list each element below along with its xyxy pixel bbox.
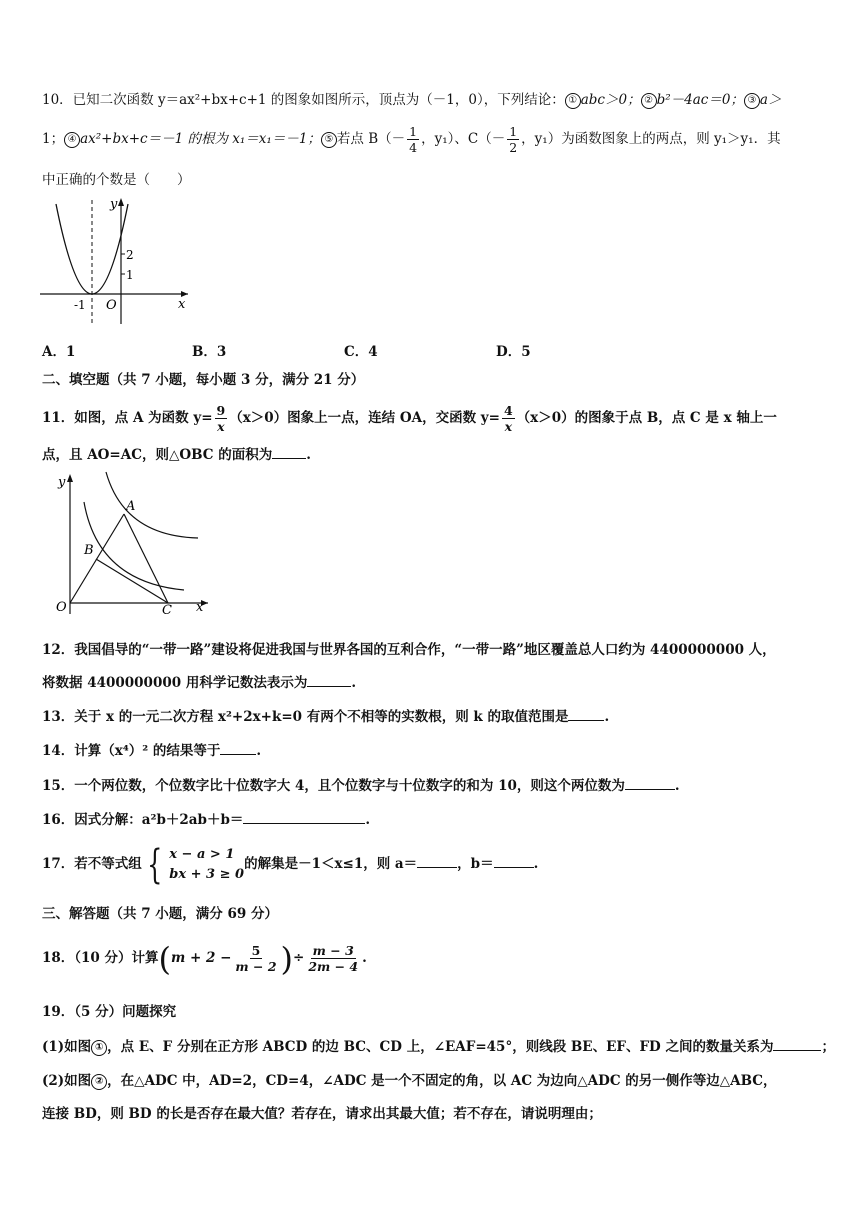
tick-label-1: 1 (126, 268, 134, 282)
answer-blank[interactable] (568, 706, 604, 721)
answer-blank-a[interactable] (417, 853, 457, 868)
q15 (42, 775, 680, 796)
fraction-9-over-x (215, 403, 228, 434)
q14 (42, 740, 261, 761)
fraction-numerator: 1 (509, 124, 518, 139)
origin-label: O (56, 600, 67, 615)
q13-text: . (604, 709, 610, 725)
left-paren: ( (158, 939, 172, 978)
q18-text: . (362, 950, 367, 966)
q17-text: ，b＝ (457, 856, 494, 872)
fraction-denominator: 4 (409, 140, 418, 155)
point-a-label: A (126, 499, 136, 514)
q12-text: . (351, 675, 357, 691)
q10-line3: 中正确的个数是（ ） (42, 172, 191, 188)
q11-text: . (306, 447, 311, 463)
q11-text: （x＞0）的图象于点 B，点 C 是 x 轴上一 (516, 410, 777, 426)
q19-text: (2)如图 (42, 1073, 92, 1089)
q17-text: 17．若不等式组 (42, 856, 142, 872)
q10-text: 10．已知二次函数 y＝ax²+bx+c+1 的图象如图所示，顶点为（－1，0），下列结论： (42, 92, 565, 108)
q10-conclusion-5: 若点 B（－ (336, 131, 406, 147)
fraction-denominator: x (504, 419, 513, 434)
q10-text: 1； (42, 131, 65, 147)
q10-option-c[interactable]: C．4 (344, 344, 378, 360)
curve-4-over-x (84, 502, 184, 590)
vertex-x-label: -1 (74, 298, 86, 312)
fraction-4-over-x (502, 403, 515, 434)
q12-text: 将数据 4400000000 用科学记数法表示为 (42, 675, 308, 691)
q11-line1 (42, 403, 777, 434)
q19-part2-cont: 连接 BD，则 BD 的长是否存在最大值？若存在，请求出其最大值；若不存在，请说明理由； (42, 1106, 602, 1122)
y-arrow (67, 474, 73, 482)
q10-text: ，y₁）、C（－ (421, 131, 506, 147)
answer-blank[interactable] (243, 809, 365, 824)
q13 (42, 706, 609, 727)
y-label: y (58, 475, 66, 490)
q11-text: （x＞0）图象上一点，连结 OA，交函数 y= (229, 410, 500, 426)
fraction-numerator: 4 (503, 403, 513, 418)
q18 (42, 936, 367, 980)
q10-conclusion-2: b²－4ac＝0； (656, 92, 744, 108)
q10-line2 (42, 124, 781, 155)
q11-hyperbola-graph (40, 468, 215, 618)
q10-line1 (42, 90, 781, 110)
curve-9-over-x (106, 472, 198, 538)
fraction-denominator: x (217, 419, 225, 434)
fraction-m-3-over-2m-4 (306, 943, 360, 974)
fraction-numerator: 5 (251, 943, 261, 958)
circle-5: ⑤ (321, 132, 337, 148)
q15-text: 15．一个两位数，个位数字比十位数字大 4，且个位数字与十位数字的和为 10，则这个两位数为 (42, 778, 625, 794)
fraction-quarter (407, 124, 419, 155)
circle-1: ① (91, 1040, 107, 1056)
q10-option-b[interactable]: B．3 (192, 344, 227, 360)
q19-text: ； (821, 1039, 835, 1055)
q14-text: . (256, 743, 262, 759)
fraction-5-over-m-2 (233, 943, 278, 974)
segment-oa (70, 514, 124, 603)
q10-option-a[interactable]: A．1 (42, 344, 76, 360)
x-label: x (196, 600, 204, 615)
right-paren: ) (280, 939, 294, 978)
q16 (42, 809, 370, 830)
divide-sign: ÷ (293, 950, 305, 966)
q19-title: 19．（5 分）问题探究 (42, 1004, 177, 1020)
point-c-label: C (162, 603, 172, 618)
fraction-numerator: m − 3 (312, 943, 354, 958)
origin-label: O (106, 298, 117, 313)
q10-conclusion-1: abc＞0； (580, 92, 641, 108)
y-arrow (118, 198, 124, 206)
q14-text: 14．计算（x⁴）² 的结果等于 (42, 743, 221, 759)
q15-text: . (674, 778, 680, 794)
circle-1: ① (565, 93, 581, 109)
inequality-system (142, 841, 245, 888)
y-label: y (110, 197, 118, 212)
q17-text: . (533, 856, 539, 872)
answer-blank[interactable] (307, 672, 351, 687)
left-brace: { (146, 841, 163, 888)
section-3-heading: 三、解答题（共 7 小题，满分 69 分） (42, 906, 278, 922)
answer-blank-b[interactable] (494, 853, 534, 868)
q10-option-d[interactable]: D．5 (496, 344, 531, 360)
q19-text: ，在△ADC 中，AD=2，CD=4，∠ADC 是一个不固定的角，以 AC 为边向△ADC 的另一侧作等边△ABC， (107, 1073, 777, 1089)
q19-part1 (42, 1036, 835, 1057)
answer-blank[interactable] (220, 740, 256, 755)
q10-conclusion-3: a＞ (759, 92, 782, 108)
q18-text: 18．（10 分）计算 (42, 950, 159, 966)
q17-text: 的解集是－1＜x≤1，则 a＝ (244, 856, 418, 872)
q11-line2 (42, 444, 311, 465)
point-b-label: B (84, 543, 94, 558)
q11-text: 11．如图，点 A 为函数 y= (42, 410, 213, 426)
inequality-rows (169, 845, 244, 885)
q13-text: 13．关于 x 的一元二次方程 x²+2x+k=0 有两个不相等的实数根，则 k 的取值范围是 (42, 709, 569, 725)
x-label: x (178, 297, 186, 312)
q19-part2 (42, 1071, 777, 1091)
q10-text: ，y₁）为函数图象上的两点，则 y₁＞y₁．其 (521, 131, 781, 147)
q12-line1: 12．我国倡导的“一带一路”建设将促进我国与世界各国的互利合作，“一带一路”地区覆盖总人口约为 4400000000 人， (42, 642, 776, 658)
inequality-2: bx + 3 ≥ 0 (169, 866, 245, 882)
q16-text: 16．因式分解：a²b＋2ab＋b＝ (42, 812, 244, 828)
q17 (42, 842, 538, 886)
circle-3: ③ (744, 93, 760, 109)
fraction-numerator: 9 (216, 403, 226, 418)
answer-blank[interactable] (272, 444, 306, 459)
fraction-numerator: 1 (409, 124, 418, 139)
q12-line2 (42, 672, 356, 693)
section-2-heading: 二、填空题（共 7 小题，每小题 3 分，满分 21 分） (42, 372, 365, 388)
fraction-denominator: 2m − 4 (308, 959, 359, 974)
answer-blank[interactable] (625, 775, 675, 790)
q10-parabola-graph (38, 196, 198, 326)
q11-text: 点，且 AO=AC，则△OBC 的面积为 (42, 447, 273, 463)
circle-4: ④ (64, 132, 80, 148)
circle-2: ② (641, 93, 657, 109)
fraction-half (507, 124, 519, 155)
fraction-denominator: m − 2 (235, 959, 277, 974)
q19-text: (1)如图 (42, 1039, 92, 1055)
fraction-denominator: 2 (509, 140, 518, 155)
q19-text: ，点 E、F 分别在正方形 ABCD 的边 BC、CD 上，∠EAF=45°，则线段 BE、EF、FD 之间的数量关系为 (107, 1039, 774, 1055)
tick-label-2: 2 (126, 248, 134, 262)
q18-expression: m + 2 − (171, 950, 232, 966)
circle-2: ② (91, 1074, 107, 1090)
q10-conclusion-4: ax²+bx+c＝－1 的根为 x₁＝x₁＝－1； (80, 131, 321, 147)
answer-blank[interactable] (773, 1036, 821, 1051)
inequality-1: x − a > 1 (169, 846, 235, 862)
q16-text: . (365, 812, 371, 828)
